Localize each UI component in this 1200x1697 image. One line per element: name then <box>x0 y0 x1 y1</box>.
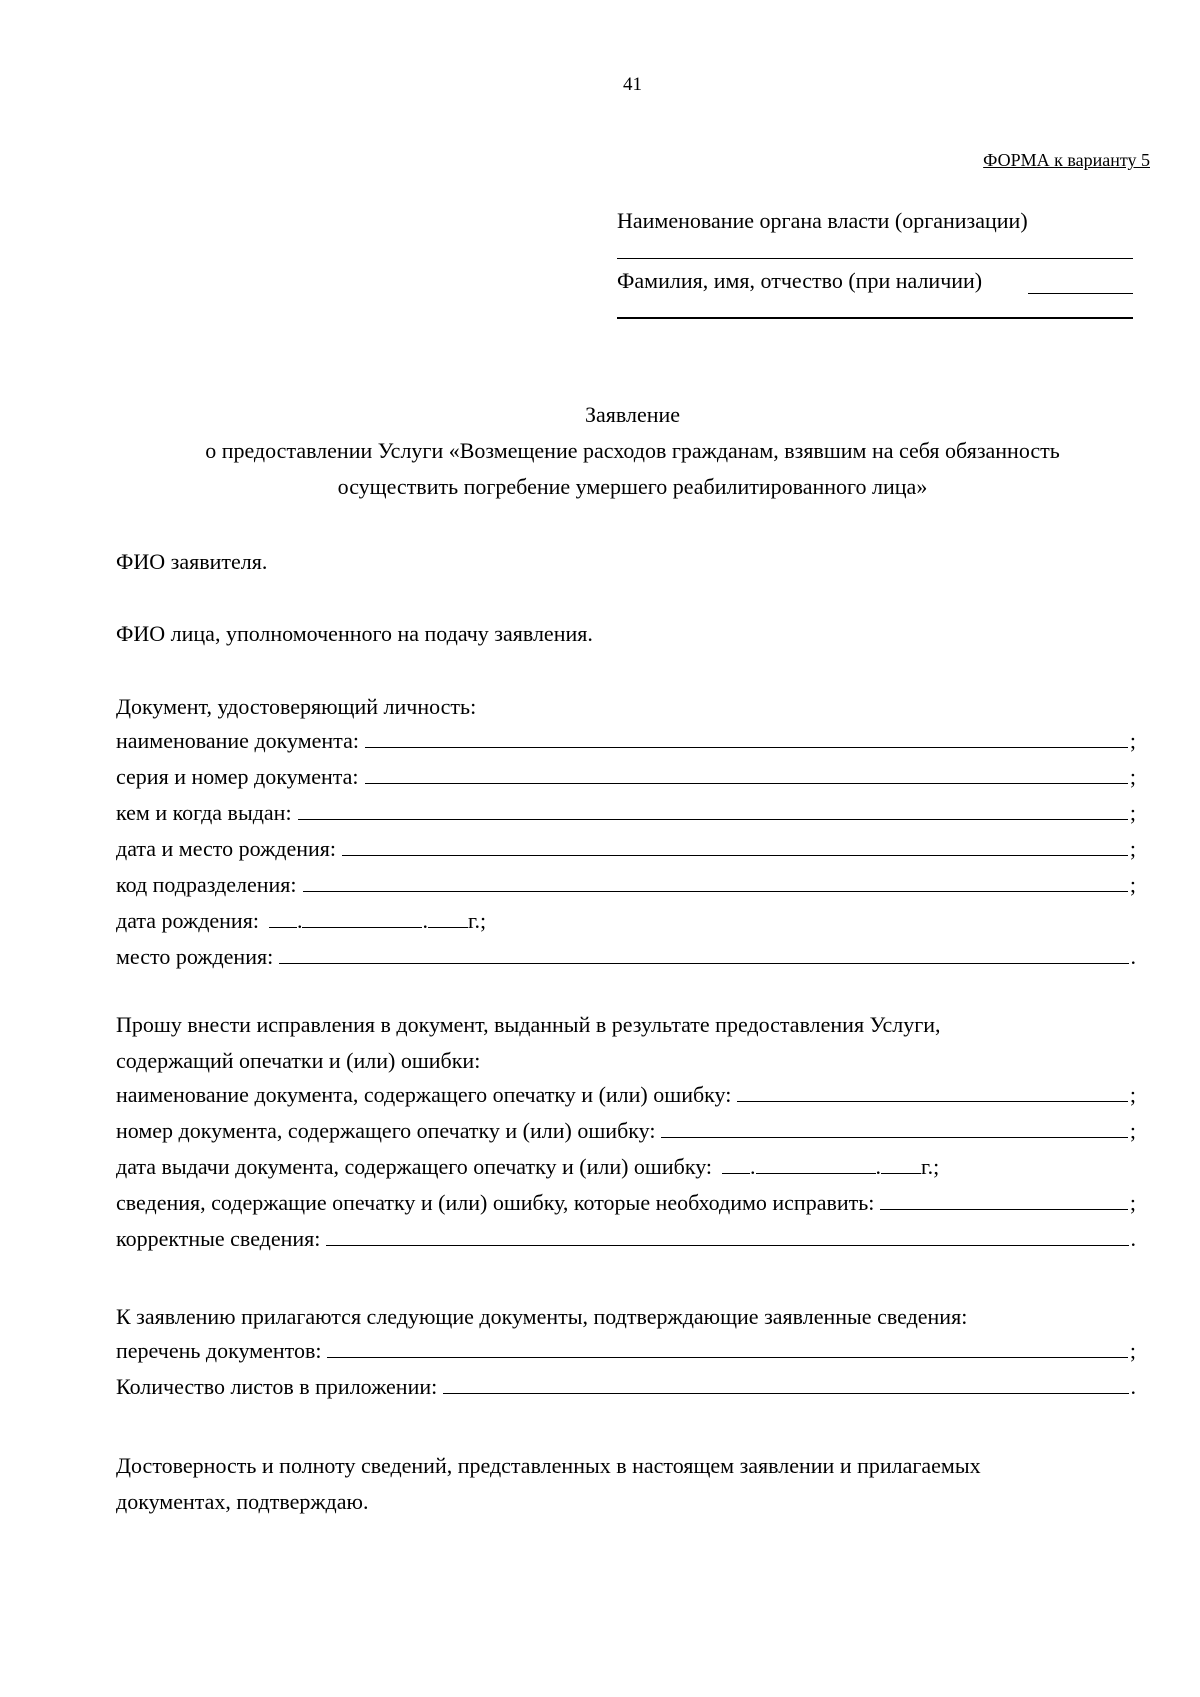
corr-doc-date-label: дата выдачи документа, содержащего опечатку и (или) ошибку: <box>116 1154 713 1179</box>
attachments-list-row <box>116 1334 1136 1364</box>
page-number: 41 <box>623 74 642 95</box>
corr-day-field[interactable] <box>722 1172 750 1174</box>
corr-doc-name-field[interactable] <box>737 1100 1128 1102</box>
doc-series-row <box>116 760 1136 790</box>
birth-date-label: дата рождения: <box>116 908 259 933</box>
correction-line-1: Прошу внести исправления в документ, выданный в результате предоставления Услуги, <box>116 1012 941 1037</box>
date-separator: . <box>422 908 428 933</box>
org-field[interactable] <box>617 258 1133 259</box>
year-suffix: г.; <box>921 1154 940 1179</box>
correct-info-label: корректные сведения: <box>116 1226 321 1251</box>
row-end-punct: ; <box>1129 1082 1136 1107</box>
row-end-punct: ; <box>1129 1118 1136 1143</box>
row-end-punct: . <box>1130 1374 1136 1399</box>
attachments-list-field[interactable] <box>327 1356 1127 1358</box>
info-to-fix-label: сведения, содержащие опечатку и (или) ошибку, которые необходимо исправить: <box>116 1190 875 1215</box>
date-separator: . <box>750 1154 756 1179</box>
correct-info-field[interactable] <box>326 1244 1128 1246</box>
birth-date-row <box>116 904 486 934</box>
division-code-label: код подразделения: <box>116 872 297 897</box>
corr-doc-number-field[interactable] <box>661 1136 1127 1138</box>
birth-day-field[interactable] <box>269 926 297 928</box>
title-line-3: осуществить погребение умершего реабилитированного лица» <box>337 474 928 499</box>
date-separator: . <box>296 908 303 933</box>
corr-doc-number-label: номер документа, содержащего опечатку и (или) ошибку: <box>116 1118 656 1143</box>
year-suffix: г.; <box>467 908 487 933</box>
sheet-count-row <box>116 1370 1136 1400</box>
attachments-heading: К заявлению прилагаются следующие документы, подтверждающие заявленные сведения: <box>116 1304 968 1329</box>
row-end-punct: ; <box>1129 800 1136 825</box>
identity-heading: Документ, удостоверяющий личность: <box>116 694 477 719</box>
confirmation-line-1: Достоверность и полноту сведений, представленных в настоящем заявлении и прилагаемых <box>116 1453 981 1478</box>
title-line-2: о предоставлении Услуги «Возмещение расходов гражданам, взявшим на себя обязанность <box>205 438 1060 463</box>
title-heading: Заявление <box>584 402 681 427</box>
birth-place-field[interactable] <box>279 962 1128 964</box>
corr-doc-number-row <box>116 1114 1136 1144</box>
date-separator: . <box>875 1154 882 1179</box>
issued-by-row <box>116 796 1136 826</box>
issued-by-label: кем и когда выдан: <box>116 800 292 825</box>
birth-date-place-label: дата и место рождения: <box>116 836 337 861</box>
doc-name-label: наименование документа: <box>116 728 359 753</box>
fio-label: Фамилия, имя, отчество (при наличии) <box>617 268 983 293</box>
info-to-fix-field[interactable] <box>880 1208 1127 1210</box>
row-end-punct: ; <box>1129 836 1136 861</box>
doc-name-row <box>116 724 1136 754</box>
division-code-field[interactable] <box>303 890 1128 892</box>
sheet-count-field[interactable] <box>443 1392 1128 1394</box>
corr-year-field[interactable] <box>881 1172 921 1174</box>
info-to-fix-row <box>116 1186 1136 1216</box>
birth-place-label: место рождения: <box>116 944 274 969</box>
fio-field-short[interactable] <box>1028 293 1133 294</box>
corr-doc-name-row <box>116 1078 1136 1108</box>
birth-date-place-row <box>116 832 1136 862</box>
birth-month-field[interactable] <box>302 926 422 928</box>
corr-doc-date-row <box>116 1150 939 1180</box>
division-code-row <box>116 868 1136 898</box>
row-end-punct: ; <box>1129 764 1136 789</box>
issued-by-field[interactable] <box>298 818 1128 820</box>
correct-info-row <box>116 1222 1136 1252</box>
org-label: Наименование органа власти (организации) <box>617 208 1028 233</box>
fio-field[interactable] <box>617 317 1133 319</box>
fio-applicant: ФИО заявителя. <box>116 549 268 574</box>
row-end-punct: . <box>1130 944 1136 969</box>
sheet-count-label: Количество листов в приложении: <box>116 1374 438 1399</box>
row-end-punct: ; <box>1129 728 1136 753</box>
birth-year-field[interactable] <box>428 926 468 928</box>
birth-place-row <box>116 940 1136 970</box>
doc-series-field[interactable] <box>365 782 1128 784</box>
doc-series-label: серия и номер документа: <box>116 764 359 789</box>
corr-doc-name-label: наименование документа, содержащего опечатку и (или) ошибку: <box>116 1082 732 1107</box>
row-end-punct: ; <box>1129 1190 1136 1215</box>
birth-date-place-field[interactable] <box>342 854 1128 856</box>
fio-representative: ФИО лица, уполномоченного на подачу заявления. <box>116 621 593 646</box>
doc-name-field[interactable] <box>365 746 1128 748</box>
row-end-punct: . <box>1130 1226 1136 1251</box>
correction-line-2: содержащий опечатки и (или) ошибки: <box>116 1048 481 1073</box>
attachments-list-label: перечень документов: <box>116 1338 322 1363</box>
corr-month-field[interactable] <box>756 1172 876 1174</box>
row-end-punct: ; <box>1129 872 1136 897</box>
confirmation-line-2: документах, подтверждаю. <box>116 1489 369 1514</box>
form-label: ФОРМА к варианту 5 <box>983 150 1150 170</box>
row-end-punct: ; <box>1129 1338 1136 1363</box>
